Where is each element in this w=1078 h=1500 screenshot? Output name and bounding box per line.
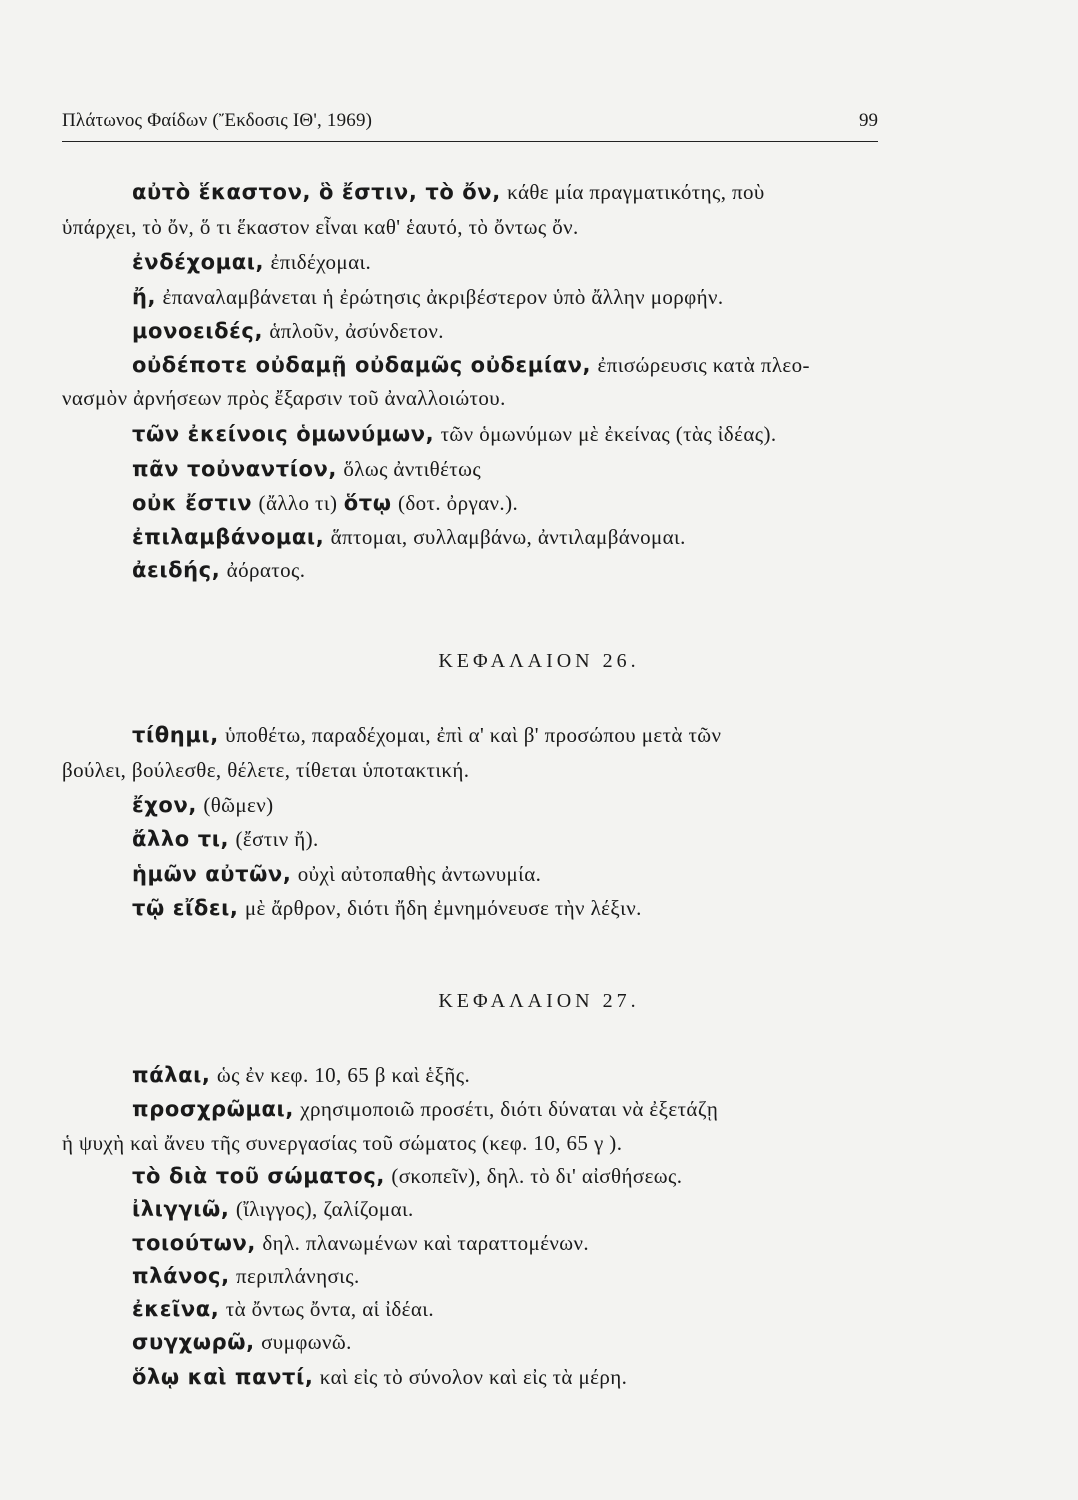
glossary-entry: [132, 1163, 682, 1189]
entry-term: πᾶν τοὐναντίον,: [132, 457, 337, 481]
entry-term-secondary: ὅτῳ: [343, 491, 392, 515]
entry-term: ἰλιγγιῶ,: [132, 1197, 230, 1221]
entry-continuation: [62, 757, 469, 783]
entry-gloss-secondary: (δοτ. ὀργαν.).: [397, 491, 519, 515]
entry-term: ἐκεῖνα,: [132, 1297, 220, 1321]
glossary-entry: [132, 792, 274, 818]
entry-term: τοιούτων,: [132, 1231, 256, 1255]
continuation-text: νασμὸν ἀρνήσεων πρὸς ἔξαρσιν τοῦ ἀναλλοιώτου.: [62, 386, 506, 410]
glossary-entry: [132, 352, 810, 378]
entry-gloss: ἐπαναλαμβάνεται ἡ ἐρώτησις ἀκριβέστερον ὑπὸ ἄλλην μορφήν.: [162, 285, 724, 309]
chapter-heading: ΚΕΦΑΛΑΙΟΝ 27.: [438, 990, 640, 1012]
glossary-entry: [132, 1364, 627, 1390]
glossary-entry: [132, 722, 721, 748]
entry-term: ἐνδέχομαι,: [132, 250, 265, 274]
entry-gloss: συμφωνῶ.: [261, 1330, 352, 1354]
entry-gloss: χρησιμοποιῶ προσέτι, διότι δύναται νὰ ἐξετάζῃ: [300, 1097, 719, 1121]
glossary-entry: [132, 1263, 360, 1289]
header-rule: [62, 141, 878, 142]
entry-gloss: ὡς ἐν κεφ. 10, 65 β καὶ ἑξῆς.: [216, 1063, 471, 1087]
entry-gloss: (ἔστιν ἤ).: [235, 827, 319, 851]
glossary-entry: [132, 1062, 470, 1088]
entry-gloss: οὐχὶ αὐτοπαθὴς ἀντωνυμία.: [297, 862, 542, 886]
entry-term: πλάνος,: [132, 1264, 230, 1288]
glossary-entry: [132, 895, 642, 921]
glossary-entry: [132, 826, 319, 852]
entry-term: προσχρῶμαι,: [132, 1097, 294, 1121]
entry-term: ἤ,: [132, 285, 157, 309]
entry-term: ἀειδής,: [132, 558, 221, 582]
glossary-entry: [132, 1329, 352, 1355]
glossary-entry: [132, 557, 305, 583]
entry-term: οὐδέποτε οὐδαμῇ οὐδαμῶς οὐδεμίαν,: [132, 353, 592, 377]
entry-gloss: (σκοπεῖν), δηλ. τὸ δι' αἰσθήσεως.: [391, 1164, 683, 1188]
glossary-entry: [132, 490, 518, 516]
entry-continuation: [62, 214, 579, 240]
running-header-title: Πλάτωνος Φαίδων (Ἔκδοσις ΙΘ', 1969): [62, 110, 373, 131]
entry-gloss: ἁπλοῦν, ἀσύνδετον.: [269, 319, 444, 343]
entry-gloss: ὅλως ἀντιθέτως: [343, 457, 482, 481]
running-header: [62, 110, 878, 142]
entry-gloss: (θῶμεν): [203, 793, 274, 817]
entry-continuation: [62, 1130, 622, 1156]
page-number: 99: [859, 110, 878, 131]
entry-term: οὐκ ἔστιν: [132, 491, 253, 515]
glossary-entry: [132, 179, 765, 205]
glossary-entry: [132, 1230, 589, 1256]
continuation-text: ἡ ψυχὴ καὶ ἄνευ τῆς συνεργασίας τοῦ σώματος (κεφ. 10, 65 γ ).: [62, 1131, 623, 1155]
entry-continuation: [62, 385, 506, 411]
entry-gloss: μὲ ἄρθρον, διότι ἤδη ἐμνημόνευσε τὴν λέξιν.: [244, 896, 642, 920]
entry-term: αὐτὸ ἕκαστον, ὃ ἔστιν, τὸ ὄν,: [132, 180, 501, 204]
entry-gloss: (ἴλιγγος), ζαλίζομαι.: [235, 1197, 414, 1221]
entry-gloss: τὰ ὄντως ὄντα, αἱ ἰδέαι.: [225, 1297, 434, 1321]
entry-gloss: (ἄλλο τι): [258, 491, 338, 515]
entry-term: μονοειδές,: [132, 319, 264, 343]
glossary-entry: [132, 1096, 718, 1122]
entry-gloss: ἅπτομαι, συλλαμβάνω, ἀντιλαμβάνομαι.: [330, 525, 686, 549]
entry-gloss: ἀόρατος.: [226, 558, 306, 582]
chapter-heading: ΚΕΦΑΛΑΙΟΝ 26.: [438, 650, 640, 672]
entry-gloss: καὶ εἰς τὸ σύνολον καὶ εἰς τὰ μέρη.: [319, 1365, 628, 1389]
entry-term: ὅλῳ καὶ παντί,: [132, 1365, 314, 1389]
entry-gloss: κάθε μία πραγματικότης, ποὺ: [507, 180, 765, 204]
entry-term: ἄλλο τι,: [132, 827, 230, 851]
entry-gloss: ἐπιδέχομαι.: [270, 250, 372, 274]
glossary-entry: [132, 421, 776, 447]
entry-term: ἐπιλαμβάνομαι,: [132, 525, 325, 549]
entry-term: ἡμῶν αὐτῶν,: [132, 862, 292, 886]
entry-term: τίθημι,: [132, 723, 219, 747]
entry-gloss: ὑποθέτω, παραδέχομαι, ἐπὶ α' καὶ β' προσώπου μετὰ τῶν: [225, 723, 722, 747]
continuation-text: βούλει, βούλεσθε, θέλετε, τίθεται ὑποτακτική.: [62, 758, 470, 782]
glossary-entry: [132, 456, 481, 482]
entry-term: συγχωρῶ,: [132, 1330, 255, 1354]
glossary-entry: [132, 284, 724, 310]
entry-term: πάλαι,: [132, 1063, 211, 1087]
entry-term: τῶν ἐκείνοις ὁμωνύμων,: [132, 422, 435, 446]
glossary-entry: [132, 524, 686, 550]
entry-term: ἔχον,: [132, 793, 197, 817]
glossary-entry: [132, 249, 371, 275]
glossary-entry: [132, 1296, 434, 1322]
continuation-text: ὑπάρχει, τὸ ὄν, ὅ τι ἕκαστον εἶναι καθ' ἑαυτό, τὸ ὄντως ὄν.: [62, 215, 579, 239]
entry-gloss: τῶν ὁμωνύμων μὲ ἐκείνας (τὰς ἰδέας).: [440, 422, 777, 446]
entry-term: τῷ εἴδει,: [132, 896, 239, 920]
glossary-entry: [132, 861, 541, 887]
entry-gloss: δηλ. πλανωμένων καὶ ταραττομένων.: [262, 1231, 590, 1255]
entry-term: τὸ διὰ τοῦ σώματος,: [132, 1164, 385, 1188]
glossary-entry: [132, 1196, 414, 1222]
entry-gloss: ἐπισώρευσις κατὰ πλεο-: [597, 353, 810, 377]
glossary-entry: [132, 318, 444, 344]
entry-gloss: περιπλάνησις.: [236, 1264, 360, 1288]
